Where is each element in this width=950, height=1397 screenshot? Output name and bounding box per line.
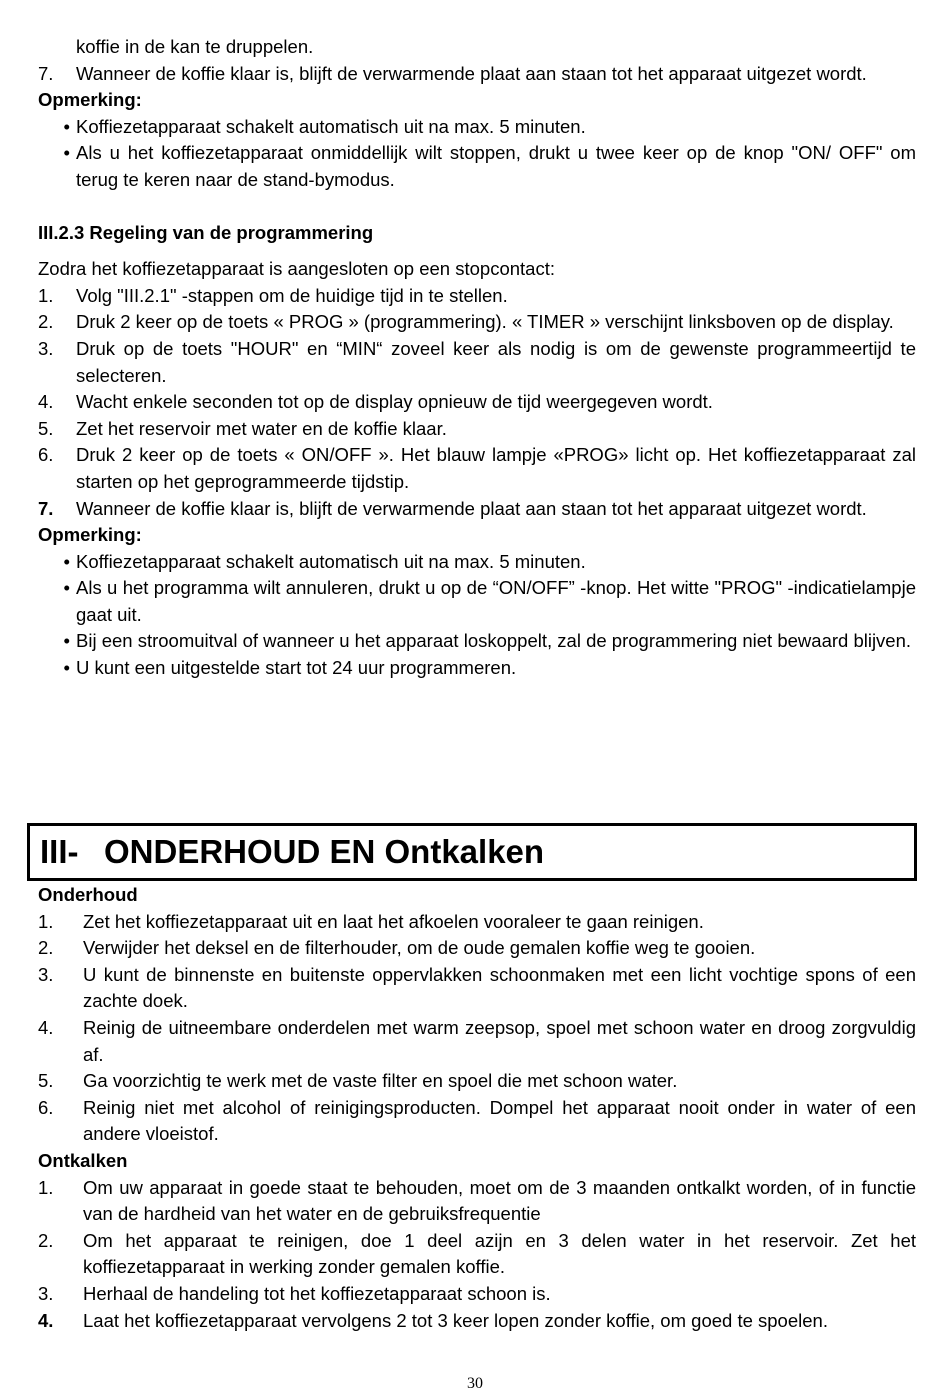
bullet-item: [38, 575, 916, 628]
list-number: 3.: [38, 337, 54, 359]
list-text: Reinig niet met alcohol of reinigingsproducten. Dompel het apparaat nooit onder in water of een andere vloeistof.: [83, 1096, 916, 1145]
bullet-item: [38, 549, 916, 576]
list-item: [38, 909, 916, 936]
list-text: U kunt de binnenste en buitenste oppervlakken schoonmaken met een licht vochtige spons of een zachte doek.: [83, 963, 916, 1012]
list-item: [38, 1228, 916, 1281]
bullet-text: U kunt een uitgestelde start tot 24 uur programmeren.: [76, 657, 517, 679]
list-item: [38, 1308, 916, 1335]
list-number: 5.: [38, 1070, 54, 1092]
list-number: 2.: [38, 937, 54, 959]
list-text: Wacht enkele seconden tot op de display opnieuw de tijd weergegeven wordt.: [76, 391, 713, 413]
subsection-heading: Ontkalken: [38, 1149, 128, 1171]
list-item: [38, 935, 916, 962]
bullet-icon: •: [63, 657, 70, 679]
list-text: Wanneer de koffie klaar is, blijft de verwarmende plaat aan staan tot het apparaat uitgezet wordt.: [76, 497, 867, 519]
list-number: 1.: [38, 1176, 54, 1198]
section-number: III-: [40, 833, 79, 870]
list-text: Druk 2 keer op de toets « PROG » (programmering). « TIMER » verschijnt linksboven op de display.: [76, 311, 894, 333]
list-item: [38, 283, 916, 310]
bullet-text: Als u het programma wilt annuleren, drukt u op de “ON/OFF” -knop. Het witte "PROG" -indicatielampje gaat uit.: [76, 577, 916, 625]
bullet-text: Koffiezetapparaat schakelt automatisch uit na max. 5 minuten.: [76, 550, 586, 572]
list-number: 6.: [38, 1096, 54, 1118]
list-item: [38, 1175, 916, 1228]
list-text: Zet het reservoir met water en de koffie klaar.: [76, 417, 447, 439]
list-text: Druk op de toets "HOUR" en “MIN“ zoveel keer als nodig is om de gewenste programmeertijd te selecteren.: [76, 337, 916, 386]
list-number: 4.: [38, 1016, 54, 1038]
subsection-heading: Onderhoud: [38, 884, 138, 905]
list-number: 6.: [38, 444, 54, 466]
list-text: Om uw apparaat in goede staat te behouden, moet om de 3 maanden ontkalkt worden, of in functie van de hardheid van het water en de gebruiksfrequentie: [83, 1176, 916, 1225]
list-text: Volg "III.2.1" -stappen om de huidige tijd in te stellen.: [76, 284, 508, 306]
continued-text: koffie in de kan te druppelen.: [76, 36, 314, 57]
list-number: 4.: [38, 1309, 54, 1331]
bullet-text: Als u het koffiezetapparaat onmiddellijk wilt stoppen, drukt u twee keer op de knop "ON/ OFF" om terug te keren naar de stand-bymodus.: [76, 142, 916, 190]
bullet-icon: •: [63, 115, 70, 137]
list-number: 2.: [38, 1229, 54, 1251]
list-item: [38, 336, 916, 389]
subsection-heading: III.2.3 Regeling van de programmering: [38, 221, 374, 243]
bullet-icon: •: [63, 550, 70, 572]
list-number: 7.: [38, 497, 54, 519]
list-text: Laat het koffiezetapparaat vervolgens 2 tot 3 keer lopen zonder koffie, om goed te spoelen.: [83, 1309, 828, 1331]
list-text: Om het apparaat te reinigen, doe 1 deel azijn en 3 delen water in het reservoir. Zet het koffiezetapparaat in werking zonder gemalen koffie.: [83, 1229, 916, 1278]
list-item: [38, 962, 916, 1015]
list-item: [38, 442, 916, 495]
bullet-item: [38, 655, 916, 682]
list-item: [38, 416, 916, 443]
list-item: [38, 61, 916, 88]
list-item: [38, 309, 916, 336]
list-item: [38, 1281, 916, 1308]
list-number: 3.: [38, 963, 54, 985]
list-item: [38, 496, 916, 523]
list-item: [38, 1015, 916, 1068]
list-number: 3.: [38, 1282, 54, 1304]
list-item: [38, 1095, 916, 1148]
list-text: Zet het koffiezetapparaat uit en laat het afkoelen vooraleer te gaan reinigen.: [83, 910, 704, 932]
page-body: [38, 34, 916, 682]
list-text: Ga voorzichtig te werk met de vaste filter en spoel die met schoon water.: [83, 1070, 678, 1092]
bullet-icon: •: [63, 142, 70, 164]
section-title-box: [27, 823, 917, 881]
list-text: Wanneer de koffie klaar is, blijft de verwarmende plaat aan staan tot het apparaat uitgezet wordt.: [76, 62, 867, 84]
list-text: Verwijder het deksel en de filterhouder, om de oude gemalen koffie weg te gooien.: [83, 937, 756, 959]
section-title: [40, 832, 544, 872]
list-item: [38, 1068, 916, 1095]
note-label: Opmerking:: [38, 89, 142, 111]
list-number: 4.: [38, 391, 54, 413]
page-number: 30: [467, 1375, 483, 1392]
maintenance-body: [38, 882, 916, 1334]
list-number: 1.: [38, 284, 54, 306]
bullet-item: [38, 140, 916, 193]
list-number: 1.: [38, 910, 54, 932]
bullet-item: [38, 628, 916, 655]
bullet-text: Koffiezetapparaat schakelt automatisch uit na max. 5 minuten.: [76, 115, 586, 137]
list-number: 5.: [38, 417, 54, 439]
bullet-text: Bij een stroomuitval of wanneer u het apparaat loskoppelt, zal de programmering niet bewaard blijven.: [76, 630, 912, 652]
list-text: Druk 2 keer op de toets « ON/OFF ». Het blauw lampje «PROG» licht op. Het koffiezetapparaat zal starten op het geprogrammeerde tijdstip.: [76, 444, 916, 492]
bullet-icon: •: [63, 577, 70, 599]
bullet-icon: •: [63, 630, 70, 652]
note-label: Opmerking:: [38, 524, 142, 546]
intro-text: Zodra het koffiezetapparaat is aangesloten op een stopcontact:: [38, 258, 555, 280]
list-text: Herhaal de handeling tot het koffiezetapparaat schoon is.: [83, 1282, 551, 1304]
bullet-item: [38, 114, 916, 141]
list-item: [38, 389, 916, 416]
list-number: 7.: [38, 62, 54, 84]
list-text: Reinig de uitneembare onderdelen met warm zeepsop, spoel met schoon water en droog zorgvuldig af.: [83, 1016, 916, 1065]
list-number: 2.: [38, 311, 54, 333]
section-title-text: ONDERHOUD EN Ontkalken: [104, 833, 545, 870]
